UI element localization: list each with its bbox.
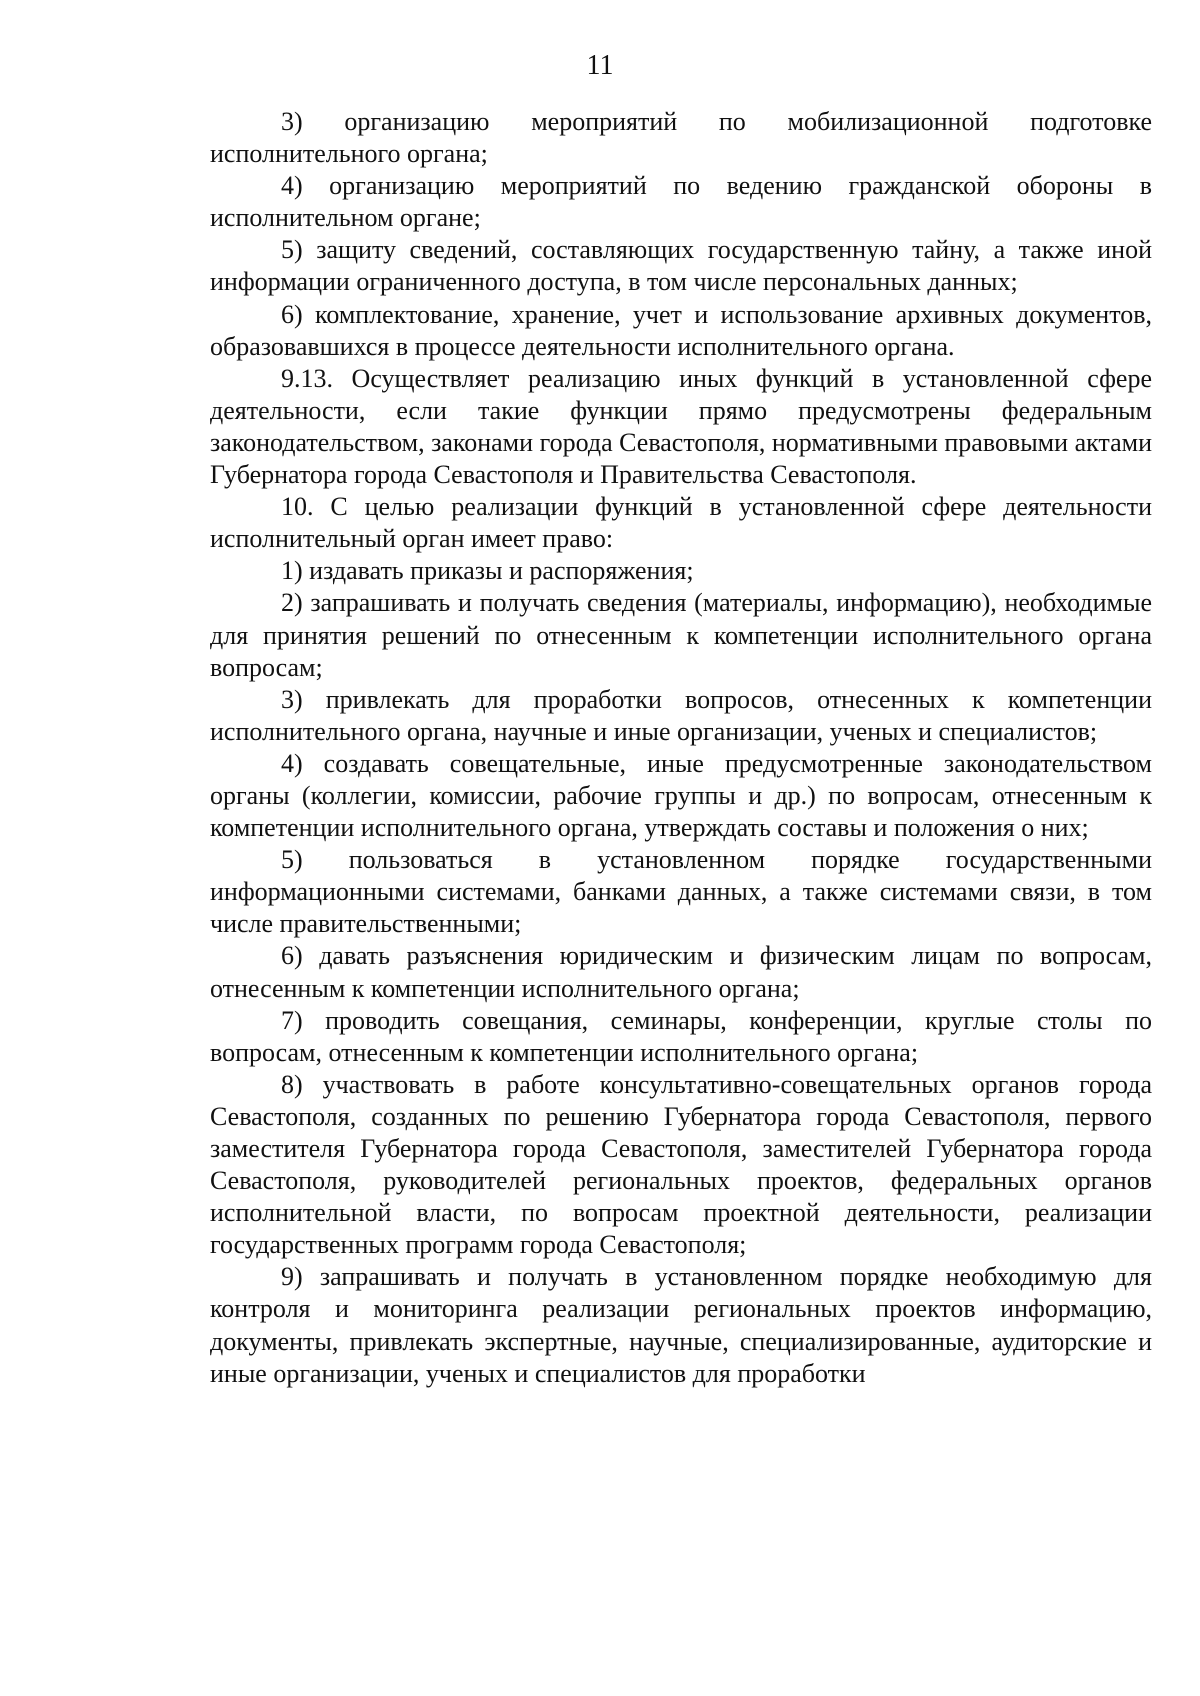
paragraph-right-6-clarifications: 6) давать разъяснения юридическим и физическим лицам по вопросам, отнесенным к компетенции исполнительного органа; (210, 941, 1152, 1003)
paragraph-right-7-meetings: 7) проводить совещания, семинары, конференции, круглые столы по вопросам, отнесенным к компетенции исполнительного органа; (210, 1005, 1152, 1067)
paragraph-right-9-monitoring: 9) запрашивать и получать в установленном порядке необходимую для контроля и мониторинга реализации региональных проектов информацию, документы, привлекать экспертные, научные, специализированные, аудиторские и иные организации, ученых и специалистов для проработки (210, 1262, 1152, 1388)
paragraph-right-3-engage-organizations: 3) привлекать для проработки вопросов, отнесенных к компетенции исполнительного органа, научные и иные организации, ученых и специалистов; (210, 684, 1152, 746)
paragraph-right-2-request-info: 2) запрашивать и получать сведения (материалы, информацию), необходимые для принятия решений по отнесенным к компетенции исполнительного органа вопросам; (210, 588, 1152, 682)
page-number: 11 (586, 50, 614, 81)
paragraph-right-5-information-systems: 5) пользоваться в установленном порядке государственными информационными системами, банками данных, а также системами связи, в том числе правительственными; (210, 845, 1152, 939)
paragraph-item-6-archives: 6) комплектование, хранение, учет и использование архивных документов, образовавшихся в процессе деятельности исполнительного органа. (210, 299, 1152, 361)
paragraph-right-8-participation: 8) участвовать в работе консультативно-совещательных органов города Севастополя, созданных по решению Губернатора города Севастополя, первого заместителя Губернатора города Севастополя, заместителей Губернатора города Севастополя, руководителей региональных проектов, федеральных органов исполнительной власти, по вопросам проектной деятельности, реализации государственных программ города Севастополя; (210, 1069, 1152, 1260)
paragraph-item-4-civil-defense: 4) организацию мероприятий по ведению гражданской обороны в исполнительном органе; (210, 171, 1152, 233)
paragraph-right-4-advisory-bodies: 4) создавать совещательные, иные предусмотренные законодательством органы (коллегии, комиссии, рабочие группы и др.) по вопросам, отнесенным к компетенции исполнительного органа, утверждать составы и положения о них; (210, 748, 1152, 843)
paragraph-item-5-state-secrets: 5) защиту сведений, составляющих государственную тайну, а также иной информации ограниченного доступа, в том числе персональных данных; (210, 235, 1152, 297)
paragraph-item-3-mobilization: 3) организацию мероприятий по мобилизационной подготовке исполнительного органа; (210, 107, 1152, 169)
paragraph-clause-9-13: 9.13. Осуществляет реализацию иных функций в установленной сфере деятельности, если такие функции прямо предусмотрены федеральным законодательством, законами города Севастополя, нормативными правовыми актами Губернатора города Севастополя и Правительства Севастополя. (210, 363, 1152, 490)
paragraph-clause-10: 10. С целью реализации функций в установленной сфере деятельности исполнительный орган имеет право: (210, 492, 1152, 554)
document-body (210, 106, 1152, 1390)
paragraph-right-1-orders: 1) издавать приказы и распоряжения; (281, 556, 694, 586)
